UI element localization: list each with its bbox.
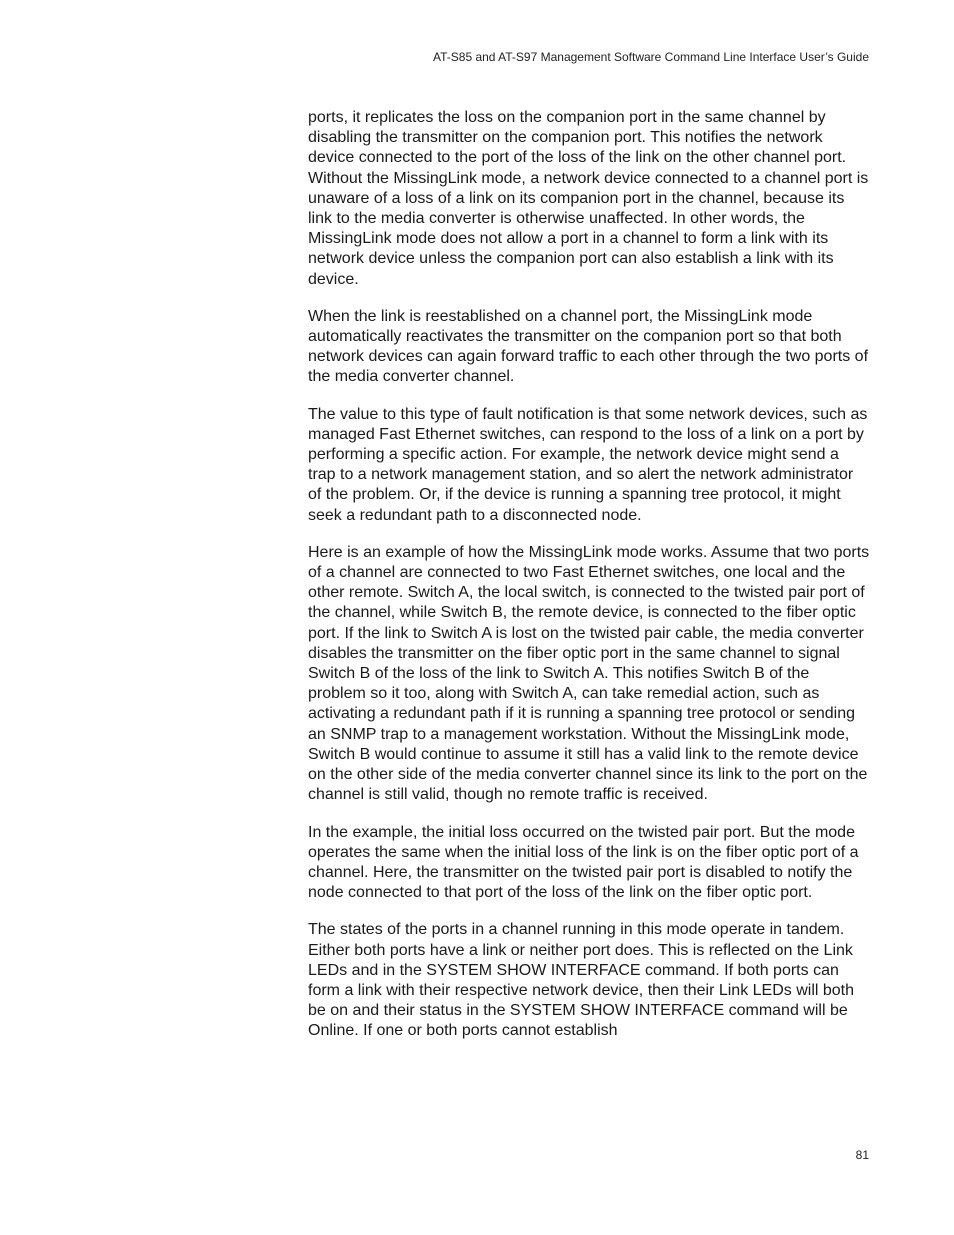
running-header: AT-S85 and AT-S97 Management Software Command Line Interface User’s Guide xyxy=(432,50,869,64)
body-text xyxy=(308,108,870,1059)
paragraph-6: The states of the ports in a channel running in this mode operate in tandem. Either both ports have a link or neither port does. This is reflected on the Link LEDs and in the SYSTEM SHOW INTERFACE command. If both ports can form a link with their respective network device, then their Link LEDs will both be on and their status in the SYSTEM SHOW INTERFACE command will be Online. If one or both ports cannot establish xyxy=(308,921,855,1040)
page-number: 81 xyxy=(855,1148,869,1162)
paragraph-2: When the link is reestablished on a channel port, the MissingLink mode automatically reactivates the transmitter on the companion port so that both network devices can again forward traffic to each other through the two ports of the media converter channel. xyxy=(308,307,869,386)
paragraph-3: The value to this type of fault notification is that some network devices, such as managed Fast Ethernet switches, can respond to the loss of a link on a port by performing a specific action. For example, the network device might send a trap to a network management station, and so alert the network administrator of the problem. Or, if the device is running a spanning tree protocol, it might seek a redundant path to a disconnected node. xyxy=(308,405,868,524)
paragraph-1: ports, it replicates the loss on the companion port in the same channel by disabling the transmitter on the companion port. This notifies the network device connected to the port of the loss of the link on the other channel port. Without the MissingLink mode, a network device connected to a channel port is unaware of a loss of a link on its companion port in the channel, because its link to the media converter is otherwise unaffected. In other words, the MissingLink mode does not allow a port in a channel to form a link with its network device unless the companion port can also establish a link with its device. xyxy=(308,109,869,288)
paragraph-5: In the example, the initial loss occurred on the twisted pair port. But the mode operates the same when the initial loss of the link is on the fiber optic port of a channel. Here, the transmitter on the twisted pair port is disabled to notify the node connected to that port of the loss of the link on the fiber optic port. xyxy=(308,823,859,902)
paragraph-4: Here is an example of how the MissingLink mode works. Assume that two ports of a channel are connected to two Fast Ethernet switches, one local and the other remote. Switch A, the local switch, is connected to the twisted pair port of the channel, while Switch B, the remote device, is connected to the fiber optic port. If the link to Switch A is lost on the twisted pair cable, the media converter disables the transmitter on the fiber optic port in the same channel to signal Switch B of the loss of the link to Switch A. This notifies Switch B of the problem so it too, along with Switch A, can take remedial action, such as activating a redundant path if it is running a spanning tree protocol or sending an SNMP trap to a management workstation. Without the MissingLink mode, Switch B would continue to assume it still has a valid link to the remote device on the other side of the media converter channel since its link to the port on the channel is still valid, though no remote traffic is received. xyxy=(308,543,870,804)
